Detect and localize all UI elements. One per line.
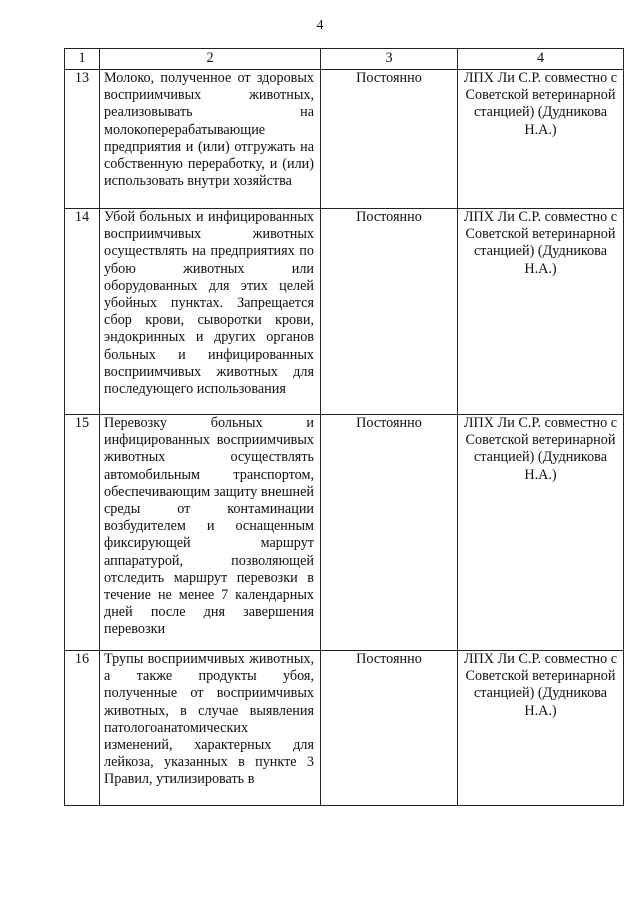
table-row xyxy=(65,415,624,651)
page-number: 4 xyxy=(316,18,324,33)
period-cell: Постоянно xyxy=(321,415,458,651)
period-cell: Постоянно xyxy=(321,209,458,415)
table-row xyxy=(65,70,624,209)
table-header-row xyxy=(65,49,624,70)
measure-text: Перевозку больных и инфицированных восприимчивых животных осуществлять автомобильным транспортом, обеспечивающим защиту внешней среды от контаминации возбудителем и оснащенным фиксирующей маршрут аппаратурой, позволяющей отследить маршрут перевозки в течение не менее 7 календарных дней после дня завершения перевозки xyxy=(100,415,321,651)
header-cell: 2 xyxy=(100,49,321,70)
measure-text: Убой больных и инфицированных восприимчивых животных осуществлять на предприятиях по убою животных или оборудованных для этих целей убойных пунктах. Запрещается сбор крови, сыворотки крови, эндокринных и других органов больных и инфицированных восприимчивых животных для последующего использования xyxy=(100,209,321,415)
table-row xyxy=(65,651,624,806)
row-number: 15 xyxy=(65,415,100,651)
header-cell: 1 xyxy=(65,49,100,70)
period-cell: Постоянно xyxy=(321,70,458,209)
table-row xyxy=(65,209,624,415)
row-number: 14 xyxy=(65,209,100,415)
responsible-cell: ЛПХ Ли С.Р. совместно с Советской ветеринарной станцией) (Дудникова Н.А.) xyxy=(458,209,624,415)
row-number: 16 xyxy=(65,651,100,806)
responsible-cell: ЛПХ Ли С.Р. совместно с Советской ветеринарной станцией) (Дудникова Н.А.) xyxy=(458,415,624,651)
period-cell: Постоянно xyxy=(321,651,458,806)
responsible-cell: ЛПХ Ли С.Р. совместно с Советской ветеринарной станцией) (Дудникова Н.А.) xyxy=(458,70,624,209)
measures-table xyxy=(64,48,624,806)
header-cell: 3 xyxy=(321,49,458,70)
measure-text: Молоко, полученное от здоровых восприимчивых животных, реализовывать на молокоперерабатывающие предприятия и (или) отгружать на собственную переработку, и (или) использовать внутри хозяйства xyxy=(100,70,321,209)
responsible-cell: ЛПХ Ли С.Р. совместно с Советской ветеринарной станцией) (Дудникова Н.А.) xyxy=(458,651,624,806)
measure-text: Трупы восприимчивых животных, а также продукты убоя, полученные от восприимчивых животных, в случае выявления патологоанатомических изменений, характерных для лейкоза, указанных в пункте 3 Правил, утилизировать в xyxy=(100,651,321,806)
row-number: 13 xyxy=(65,70,100,209)
header-cell: 4 xyxy=(458,49,624,70)
